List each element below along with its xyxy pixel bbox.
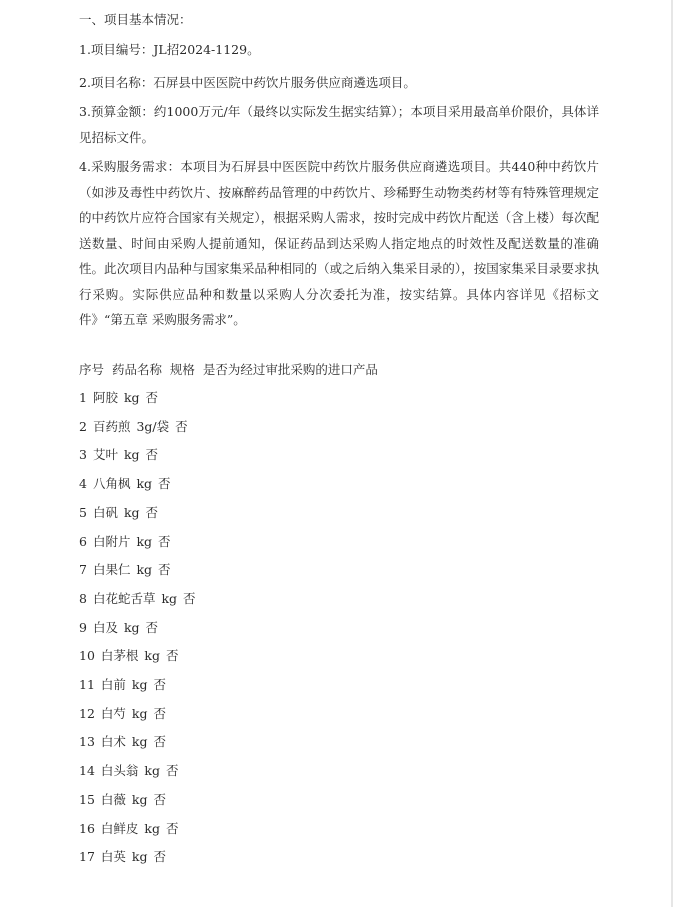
list-item [79, 390, 158, 406]
table-header: 序号 药品名称 规格 是否为经过审批采购的进口产品 [79, 362, 378, 377]
item-no: 4 [79, 476, 87, 492]
item-name: 白花蛇舌草 [92, 590, 156, 606]
item-imported: 否 [158, 562, 171, 578]
item-imported: 否 [153, 734, 167, 750]
item-name: 白术 [100, 734, 126, 750]
item-no: 3 [79, 447, 87, 463]
list-item [79, 648, 179, 664]
item-name: 白矾 [92, 504, 118, 520]
item-imported: 否 [153, 791, 167, 807]
item-name: 白薇 [100, 791, 126, 807]
item-imported: 否 [145, 619, 159, 635]
item-spec: kg [131, 849, 148, 865]
list-item [79, 620, 158, 636]
item-name: 白茅根 [100, 648, 139, 664]
item-spec: kg [144, 763, 160, 779]
list-item [79, 792, 166, 808]
item-name: 八角枫 [92, 476, 131, 492]
item-spec: kg [144, 648, 160, 664]
item-no: 12 [79, 705, 95, 721]
item-no: 16 [79, 820, 95, 836]
item-spec: kg [131, 734, 148, 750]
item-spec: kg [136, 562, 153, 578]
item-imported: 否 [183, 590, 196, 606]
item-name: 白芍 [100, 705, 126, 721]
item-spec: kg [123, 390, 140, 405]
list-item [79, 534, 171, 550]
list-item [79, 505, 158, 521]
list-item [79, 706, 166, 722]
section-heading: 一、项目基本情况： [79, 12, 192, 27]
service-requirement-paragraph: 4.采购服务需求：本项目为石屏县中医医院中药饮片服务供应商遴选项目。共440种中药饮片（如涉及毒性中药饮片、按麻醉药品管理的中药饮片、珍稀野生动物类药材等有特殊管理规定的中药饮片应符合国家有关规定），根据采购人需求，按时完成中药饮片配送（含上楼）每次配送数量、时间由采购人提前通知，保证药品到达采购人指定地点的时效性及配送数量的准确性。此次项目内品种与国家集采品种相同的（或之后纳入集采目录的），按国家集采目录要求执行采购。实际供应品种和数量以采购人分次委托为准，按实结算。具体内容详见《招标文件》“第五章 采购服务需求”。 [79, 159, 599, 327]
item-no: 2 [79, 418, 87, 434]
item-no: 5 [79, 504, 87, 520]
item-no: 14 [79, 763, 95, 779]
item-spec: kg [136, 533, 153, 549]
list-item [79, 763, 179, 779]
item-imported: 否 [166, 763, 179, 779]
list-item [79, 447, 158, 463]
item-no: 15 [79, 791, 95, 807]
item-imported: 否 [166, 648, 179, 664]
item-name: 白前 [100, 677, 126, 692]
item-spec: 3g/袋 [136, 418, 170, 434]
item-imported: 否 [145, 390, 159, 405]
item-spec: kg [131, 791, 148, 807]
list-item [79, 677, 166, 693]
item-spec: kg [123, 504, 140, 520]
item-no: 9 [79, 619, 87, 635]
item-no: 6 [79, 533, 87, 549]
item-no: 17 [79, 849, 95, 865]
item-no: 13 [79, 734, 95, 750]
item-name: 白果仁 [92, 562, 131, 578]
item-no: 7 [79, 562, 87, 578]
item-no: 8 [79, 590, 87, 606]
project-name: 2.项目名称：石屏县中医医院中药饮片服务供应商遴选项目。 [79, 75, 416, 90]
item-name: 百药煎 [92, 418, 131, 434]
item-name: 白英 [100, 849, 126, 865]
budget-paragraph: 3.预算金额：约1000万元/年（最终以实际发生据实结算）；本项目采用最高单价限价，具体详见招标文件。 [79, 104, 599, 145]
item-imported: 否 [158, 476, 171, 492]
item-no: 10 [79, 648, 95, 664]
project-number: 1.项目编号：JL招2024-1129。 [79, 42, 260, 57]
item-imported: 否 [153, 677, 167, 692]
item-no: 11 [79, 677, 95, 692]
item-spec: kg [131, 677, 148, 692]
list-item [79, 562, 171, 578]
list-item [79, 591, 196, 607]
item-imported: 否 [153, 849, 167, 865]
item-name: 白及 [92, 619, 118, 635]
list-item [79, 419, 188, 435]
item-imported: 否 [166, 820, 179, 836]
item-name: 阿胶 [92, 390, 118, 405]
list-item [79, 821, 179, 837]
list-item [79, 476, 171, 492]
list-item [79, 734, 166, 750]
item-name: 白头翁 [100, 763, 139, 779]
item-name: 白鲜皮 [100, 820, 139, 836]
item-spec: kg [123, 447, 140, 463]
item-imported: 否 [158, 533, 171, 549]
item-imported: 否 [153, 705, 167, 721]
item-no: 1 [79, 390, 87, 405]
item-imported: 否 [175, 418, 188, 434]
item-name: 艾叶 [92, 447, 118, 463]
item-spec: kg [161, 590, 178, 606]
item-imported: 否 [145, 447, 159, 463]
item-spec: kg [136, 476, 153, 492]
item-imported: 否 [145, 504, 159, 520]
item-spec: kg [144, 820, 160, 836]
item-name: 白附片 [92, 533, 131, 549]
item-spec: kg [131, 705, 148, 721]
item-spec: kg [123, 619, 140, 635]
list-item [79, 849, 166, 865]
